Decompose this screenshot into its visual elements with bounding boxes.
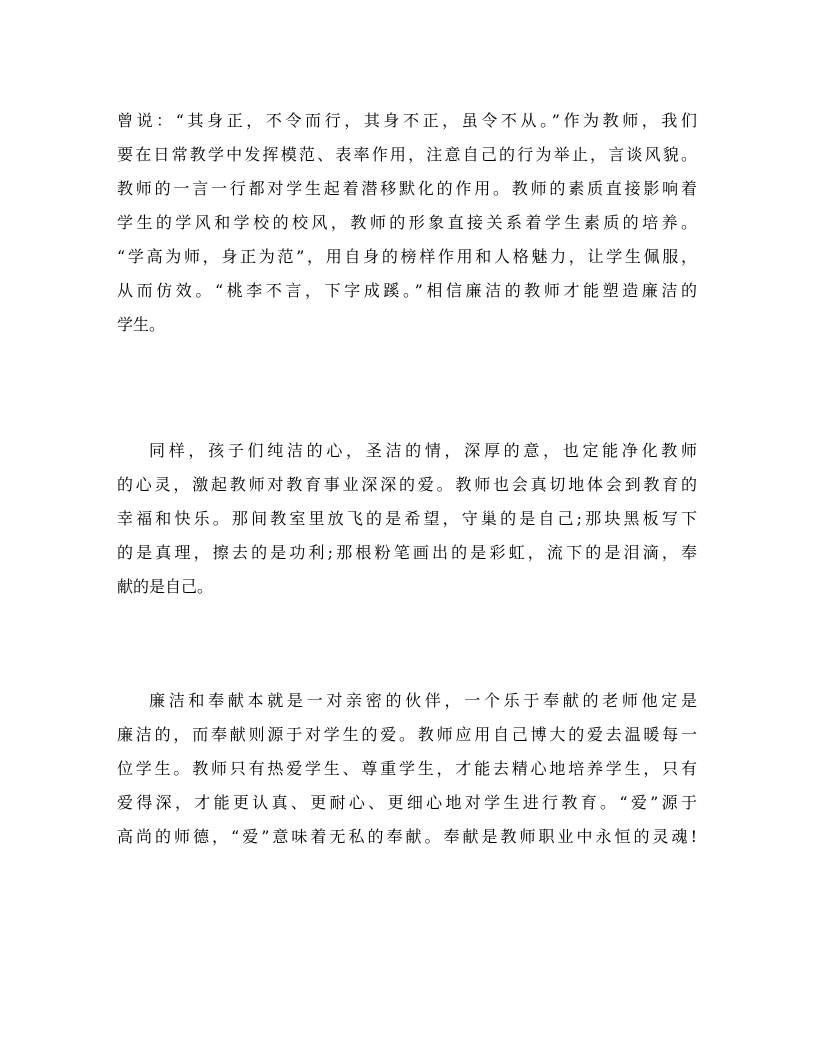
text-line: 幸福和快乐。那间教室里放飞的是希望，守巢的是自己;那块黑板写下 xyxy=(117,509,697,528)
paragraph-1 xyxy=(117,104,697,342)
text-line: 的是真理，擦去的是功利;那根粉笔画出的是彩虹，流下的是泪滴，奉 xyxy=(117,543,697,562)
text-line: 曾说：“其身正，不令而行，其身不正，虽令不从。”作为教师，我们 xyxy=(117,111,697,130)
text-line: 廉洁和奉献本就是一对亲密的伙伴，一个乐于奉献的老师他定是 xyxy=(149,691,697,710)
text-line: 教师的一言一行都对学生起着潜移默化的作用。教师的素质直接影响着 xyxy=(117,179,697,198)
text-line: 同样，孩子们纯洁的心，圣洁的情，深厚的意，也定能净化教师 xyxy=(149,441,697,460)
paragraph-3 xyxy=(117,684,697,854)
text-line: 要在日常教学中发挥模范、表率作用，注意自己的行为举止，言谈风貌。 xyxy=(117,145,697,164)
text-line: “学高为师，身正为范”，用自身的榜样作用和人格魅力，让学生佩服， xyxy=(117,247,697,266)
text-line: 学生的学风和学校的校风，教师的形象直接关系着学生素质的培养。 xyxy=(117,213,697,232)
paragraph-2 xyxy=(117,434,697,604)
text-line: 的心灵，激起教师对教育事业深深的爱。教师也会真切地体会到教育的 xyxy=(117,475,697,494)
text-line: 高尚的师德，“爱”意味着无私的奉献。奉献是教师职业中永恒的灵魂! xyxy=(117,827,697,846)
text-line: 学生。 xyxy=(117,315,166,334)
text-line: 位学生。教师只有热爱学生、尊重学生，才能去精心地培养学生，只有 xyxy=(117,759,697,778)
text-line: 廉洁的，而奉献则源于对学生的爱。教师应用自己博大的爱去温暖每一 xyxy=(117,725,697,744)
text-line: 献的是自己。 xyxy=(117,577,214,596)
text-line: 爱得深，才能更认真、更耐心、更细心地对学生进行教育。“爱”源于 xyxy=(117,793,697,812)
text-line: 从而仿效。“桃李不言，下字成蹊。”相信廉洁的教师才能塑造廉洁的 xyxy=(117,281,697,300)
